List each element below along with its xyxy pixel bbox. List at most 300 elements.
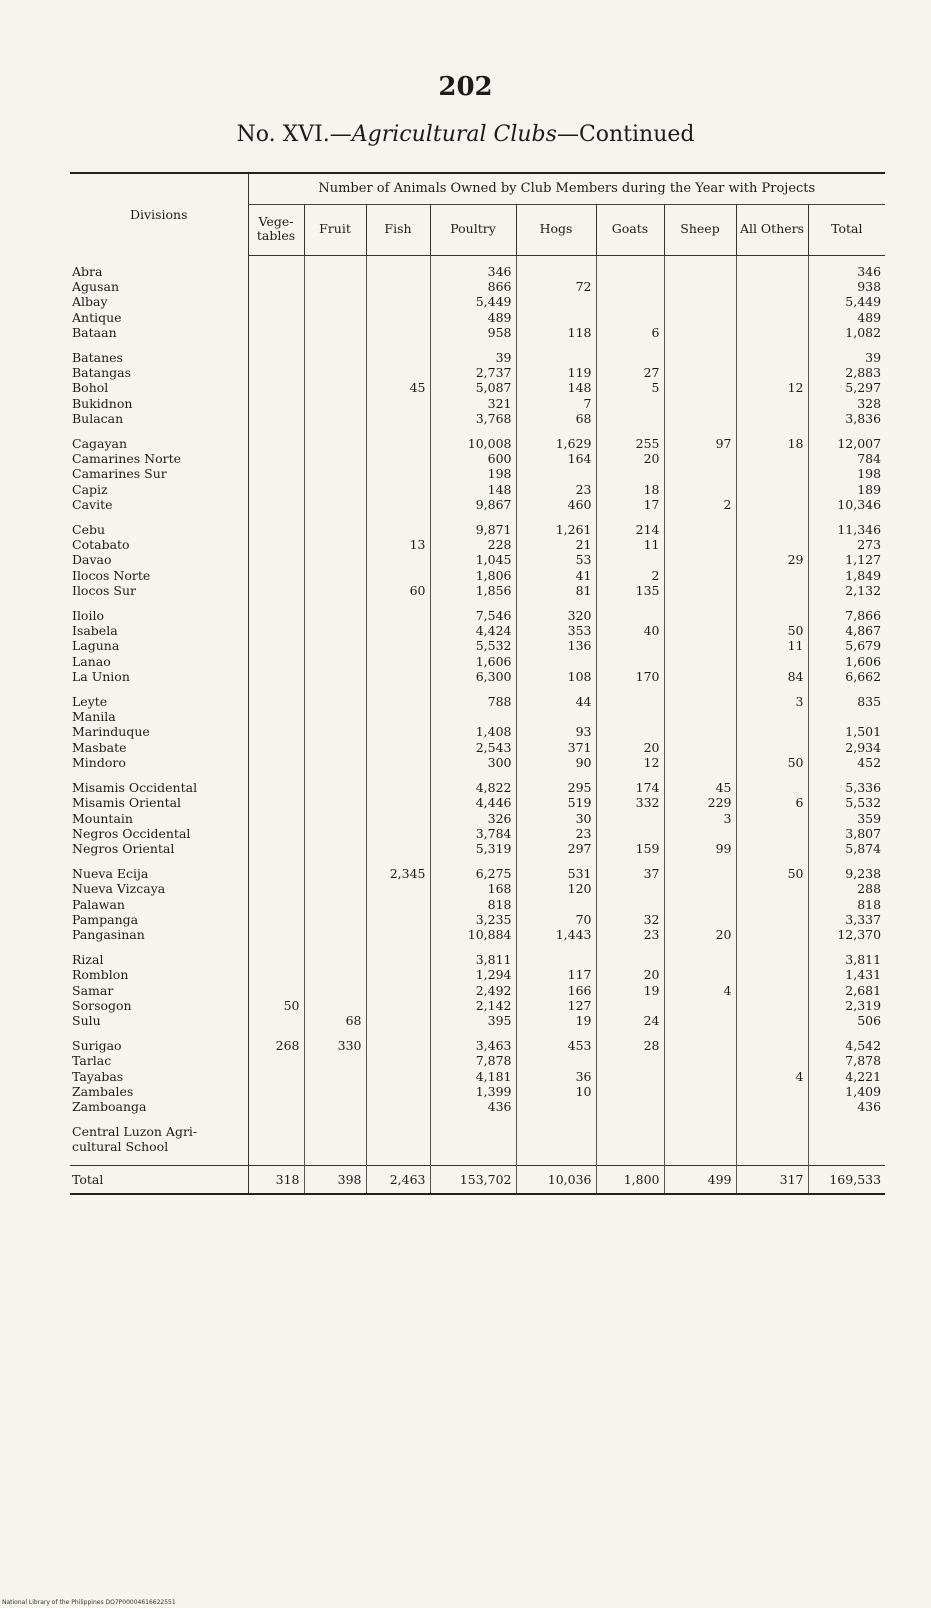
value-cell-col-0 (248, 780, 304, 795)
table-row (70, 897, 885, 912)
value-cell-col-5 (596, 811, 664, 826)
value-cell-col-2 (366, 983, 430, 998)
value-cell-col-4: 53 (516, 552, 596, 567)
divisions-header: Divisions (70, 173, 248, 256)
value-cell-col-8: 2,883 (808, 365, 885, 380)
division-name: Samar (70, 983, 248, 998)
value-cell-col-0 (248, 927, 304, 942)
division-name: Surigao (70, 1038, 248, 1053)
division-name: Rizal (70, 952, 248, 967)
spacer-cell (664, 512, 736, 522)
footer-note: National Library of the Philippines DO7P00004616622551 (2, 1599, 176, 1606)
value-cell-col-2 (366, 1139, 430, 1154)
value-cell-col-2: 2,463 (366, 1165, 430, 1194)
value-cell-col-4 (516, 350, 596, 365)
value-cell-col-2 (366, 365, 430, 380)
value-cell-col-1 (304, 841, 366, 856)
value-cell-col-4: 81 (516, 583, 596, 598)
value-cell-col-1 (304, 952, 366, 967)
value-cell-col-8: 328 (808, 396, 885, 411)
value-cell-col-0 (248, 881, 304, 896)
spacer-cell (304, 512, 366, 522)
value-cell-col-8: 288 (808, 881, 885, 896)
value-cell-col-3: 10,008 (430, 436, 516, 451)
value-cell-col-5: 159 (596, 841, 664, 856)
value-cell-col-7 (736, 497, 808, 512)
value-cell-col-7 (736, 724, 808, 739)
value-cell-col-1 (304, 608, 366, 623)
value-cell-col-5 (596, 638, 664, 653)
table-row (70, 310, 885, 325)
value-cell-col-7 (736, 983, 808, 998)
value-cell-col-0 (248, 638, 304, 653)
spacer-cell (248, 684, 304, 694)
value-cell-col-3: 321 (430, 396, 516, 411)
value-cell-col-6 (664, 1053, 736, 1068)
value-cell-col-5 (596, 279, 664, 294)
spacer-cell (304, 1155, 366, 1166)
value-cell-col-7 (736, 881, 808, 896)
value-cell-col-4: 68 (516, 411, 596, 426)
value-cell-col-0 (248, 522, 304, 537)
value-cell-col-1 (304, 497, 366, 512)
value-cell-col-3: 788 (430, 694, 516, 709)
value-cell-col-8: 9,238 (808, 866, 885, 881)
value-cell-col-6 (664, 568, 736, 583)
division-name: Cebu (70, 522, 248, 537)
value-cell-col-5: 23 (596, 927, 664, 942)
value-cell-col-7 (736, 608, 808, 623)
value-cell-col-3: 6,300 (430, 669, 516, 684)
division-name: Zambales (70, 1084, 248, 1099)
value-cell-col-5 (596, 1099, 664, 1114)
value-cell-col-6: 3 (664, 811, 736, 826)
column-header-3: Poultry (430, 205, 516, 256)
spacer-cell (70, 856, 248, 866)
value-cell-col-4: 21 (516, 537, 596, 552)
value-cell-col-8: 1,501 (808, 724, 885, 739)
value-cell-col-2 (366, 608, 430, 623)
spacer-cell (808, 1114, 885, 1124)
value-cell-col-4: 164 (516, 451, 596, 466)
value-cell-col-1 (304, 755, 366, 770)
value-cell-col-0 (248, 952, 304, 967)
value-cell-col-6 (664, 1084, 736, 1099)
division-name: Camarines Sur (70, 466, 248, 481)
spacer-cell (366, 770, 430, 780)
value-cell-col-4: 108 (516, 669, 596, 684)
value-cell-col-8: 5,449 (808, 294, 885, 309)
value-cell-col-5: 135 (596, 583, 664, 598)
value-cell-col-2 (366, 811, 430, 826)
value-cell-col-4: 136 (516, 638, 596, 653)
value-cell-col-7: 50 (736, 866, 808, 881)
value-cell-col-8 (808, 1139, 885, 1154)
value-cell-col-6 (664, 279, 736, 294)
value-cell-col-6 (664, 709, 736, 724)
spacer-cell (366, 426, 430, 436)
value-cell-col-1 (304, 638, 366, 653)
value-cell-col-8: 489 (808, 310, 885, 325)
column-header-1: Fruit (304, 205, 366, 256)
table-row (70, 952, 885, 967)
value-cell-col-8: 2,934 (808, 740, 885, 755)
value-cell-col-2: 45 (366, 380, 430, 395)
value-cell-col-5: 214 (596, 522, 664, 537)
table-row (70, 811, 885, 826)
value-cell-col-2 (366, 740, 430, 755)
value-cell-col-1 (304, 897, 366, 912)
value-cell-col-7 (736, 310, 808, 325)
table-row (70, 466, 885, 481)
spacer-cell (664, 598, 736, 608)
value-cell-col-2 (366, 826, 430, 841)
division-name: Bulacan (70, 411, 248, 426)
value-cell-col-6 (664, 669, 736, 684)
value-cell-col-5 (596, 608, 664, 623)
table-row (70, 1099, 885, 1114)
value-cell-col-0 (248, 811, 304, 826)
value-cell-col-7 (736, 740, 808, 755)
value-cell-col-5 (596, 310, 664, 325)
division-name: Pangasinan (70, 927, 248, 942)
value-cell-col-2 (366, 780, 430, 795)
row-spacer (70, 684, 885, 694)
column-header-7: All Others (736, 205, 808, 256)
value-cell-col-6: 499 (664, 1165, 736, 1194)
division-name: Cavite (70, 497, 248, 512)
spacer-cell (736, 598, 808, 608)
value-cell-col-1 (304, 694, 366, 709)
value-cell-col-1 (304, 709, 366, 724)
value-cell-col-3: 1,606 (430, 654, 516, 669)
value-cell-col-3: 7,546 (430, 608, 516, 623)
value-cell-col-6 (664, 866, 736, 881)
value-cell-col-3: 10,884 (430, 927, 516, 942)
value-cell-col-7 (736, 325, 808, 340)
spacer-cell (808, 340, 885, 350)
spacer-cell (596, 1155, 664, 1166)
value-cell-col-5 (596, 826, 664, 841)
spacer-cell (736, 1114, 808, 1124)
value-cell-col-3: 300 (430, 755, 516, 770)
value-cell-col-6 (664, 694, 736, 709)
spacer-cell (248, 426, 304, 436)
column-header-4: Hogs (516, 205, 596, 256)
value-cell-col-0 (248, 694, 304, 709)
value-cell-col-6 (664, 897, 736, 912)
value-cell-col-6 (664, 912, 736, 927)
value-cell-col-8: 1,127 (808, 552, 885, 567)
spacer-cell (516, 856, 596, 866)
spacer-cell (248, 512, 304, 522)
value-cell-col-8: 7,878 (808, 1053, 885, 1068)
value-cell-col-3: 346 (430, 264, 516, 279)
value-cell-col-3: 4,446 (430, 795, 516, 810)
table-row (70, 841, 885, 856)
spacer-cell (366, 1028, 430, 1038)
value-cell-col-8: 359 (808, 811, 885, 826)
value-cell-col-3: 4,181 (430, 1069, 516, 1084)
spacer-cell (736, 856, 808, 866)
value-cell-col-2 (366, 310, 430, 325)
value-cell-col-3: 3,784 (430, 826, 516, 841)
spacer-cell (664, 684, 736, 694)
row-spacer (70, 340, 885, 350)
value-cell-col-3 (430, 1139, 516, 1154)
spacer-cell (430, 942, 516, 952)
value-cell-col-8: 3,337 (808, 912, 885, 927)
spacer-cell (366, 512, 430, 522)
value-cell-col-5 (596, 881, 664, 896)
table-title (0, 122, 931, 147)
spacer-cell (248, 340, 304, 350)
value-cell-col-1 (304, 998, 366, 1013)
row-spacer (70, 426, 885, 436)
value-cell-col-3: 1,806 (430, 568, 516, 583)
value-cell-col-6 (664, 1038, 736, 1053)
value-cell-col-3: 6,275 (430, 866, 516, 881)
value-cell-col-7: 12 (736, 380, 808, 395)
value-cell-col-0 (248, 724, 304, 739)
value-cell-col-1 (304, 826, 366, 841)
value-cell-col-8: 12,007 (808, 436, 885, 451)
division-name: Ilocos Norte (70, 568, 248, 583)
spacer-cell (516, 512, 596, 522)
value-cell-col-5: 11 (596, 537, 664, 552)
spacer-cell (70, 512, 248, 522)
row-spacer (70, 770, 885, 780)
value-cell-col-5 (596, 466, 664, 481)
spacer-cell (430, 512, 516, 522)
value-cell-col-0 (248, 866, 304, 881)
value-cell-col-8: 452 (808, 755, 885, 770)
value-cell-col-4 (516, 897, 596, 912)
value-cell-col-2 (366, 1099, 430, 1114)
spacer-cell (304, 770, 366, 780)
value-cell-col-0 (248, 1099, 304, 1114)
value-cell-col-7 (736, 279, 808, 294)
value-cell-col-0 (248, 841, 304, 856)
value-cell-col-6 (664, 365, 736, 380)
spacer-cell (736, 770, 808, 780)
spacer-cell (430, 1114, 516, 1124)
value-cell-col-1 (304, 1053, 366, 1068)
value-cell-col-7 (736, 1139, 808, 1154)
value-cell-col-5 (596, 1124, 664, 1139)
spacer-cell (304, 942, 366, 952)
value-cell-col-4 (516, 952, 596, 967)
value-cell-col-1: 68 (304, 1013, 366, 1028)
division-name: cultural School (70, 1139, 248, 1154)
value-cell-col-4: 23 (516, 826, 596, 841)
value-cell-col-1 (304, 983, 366, 998)
value-cell-col-2 (366, 952, 430, 967)
value-cell-col-2: 60 (366, 583, 430, 598)
value-cell-col-1 (304, 365, 366, 380)
value-cell-col-1 (304, 1069, 366, 1084)
value-cell-col-5: 28 (596, 1038, 664, 1053)
value-cell-col-6 (664, 583, 736, 598)
spacer-cell (664, 856, 736, 866)
value-cell-col-3: 153,702 (430, 1165, 516, 1194)
value-cell-col-3: 2,492 (430, 983, 516, 998)
value-cell-col-1: 330 (304, 1038, 366, 1053)
value-cell-col-6 (664, 522, 736, 537)
value-cell-col-7 (736, 841, 808, 856)
value-cell-col-6 (664, 350, 736, 365)
value-cell-col-0 (248, 279, 304, 294)
value-cell-col-1 (304, 1124, 366, 1139)
value-cell-col-0 (248, 411, 304, 426)
spacer-cell (516, 256, 596, 265)
value-cell-col-8 (808, 1124, 885, 1139)
table-row (70, 279, 885, 294)
value-cell-col-1 (304, 1084, 366, 1099)
value-cell-col-8: 6,662 (808, 669, 885, 684)
value-cell-col-6 (664, 380, 736, 395)
value-cell-col-4: 19 (516, 1013, 596, 1028)
division-name: Cagayan (70, 436, 248, 451)
value-cell-col-4: 10 (516, 1084, 596, 1099)
value-cell-col-2 (366, 396, 430, 411)
value-cell-col-0 (248, 897, 304, 912)
value-cell-col-2 (366, 294, 430, 309)
value-cell-col-6: 97 (664, 436, 736, 451)
value-cell-col-2 (366, 881, 430, 896)
division-name: Lanao (70, 654, 248, 669)
value-cell-col-1: 398 (304, 1165, 366, 1194)
value-cell-col-6 (664, 826, 736, 841)
value-cell-col-3: 2,142 (430, 998, 516, 1013)
value-cell-col-4: 453 (516, 1038, 596, 1053)
value-cell-col-3: 2,543 (430, 740, 516, 755)
value-cell-col-0 (248, 310, 304, 325)
spacer-cell (304, 1028, 366, 1038)
value-cell-col-4: 36 (516, 1069, 596, 1084)
table-row (70, 325, 885, 340)
spacer-cell (808, 856, 885, 866)
value-cell-col-8: 3,836 (808, 411, 885, 426)
value-cell-col-2 (366, 724, 430, 739)
value-cell-col-6 (664, 638, 736, 653)
spacer-cell (366, 942, 430, 952)
value-cell-col-8: 198 (808, 466, 885, 481)
table-row (70, 1053, 885, 1068)
value-cell-col-5 (596, 998, 664, 1013)
value-cell-col-2 (366, 795, 430, 810)
division-name: Laguna (70, 638, 248, 653)
title-prefix: No. XVI.— (236, 122, 352, 147)
value-cell-col-1 (304, 325, 366, 340)
division-name: Abra (70, 264, 248, 279)
value-cell-col-5: 20 (596, 451, 664, 466)
value-cell-col-6 (664, 310, 736, 325)
value-cell-col-0 (248, 350, 304, 365)
value-cell-col-4: 119 (516, 365, 596, 380)
spacer-cell (596, 942, 664, 952)
agricultural-clubs-table (70, 172, 885, 1195)
table-row (70, 568, 885, 583)
value-cell-col-2 (366, 755, 430, 770)
value-cell-col-2 (366, 897, 430, 912)
division-name: Albay (70, 294, 248, 309)
spacer-cell (366, 598, 430, 608)
value-cell-col-0 (248, 669, 304, 684)
spacer-cell (366, 684, 430, 694)
table-row (70, 436, 885, 451)
spacer-cell (430, 856, 516, 866)
spacer-cell (70, 1114, 248, 1124)
value-cell-col-5 (596, 694, 664, 709)
value-cell-col-5: 6 (596, 325, 664, 340)
value-cell-col-1 (304, 310, 366, 325)
value-cell-col-6 (664, 755, 736, 770)
value-cell-col-1 (304, 436, 366, 451)
value-cell-col-0 (248, 795, 304, 810)
spacer-cell (664, 770, 736, 780)
table-row (70, 881, 885, 896)
value-cell-col-6 (664, 952, 736, 967)
value-cell-col-7 (736, 482, 808, 497)
spacer-cell (366, 256, 430, 265)
value-cell-col-7 (736, 264, 808, 279)
value-cell-col-6: 45 (664, 780, 736, 795)
value-cell-col-6: 2 (664, 497, 736, 512)
value-cell-col-3: 4,822 (430, 780, 516, 795)
value-cell-col-4: 148 (516, 380, 596, 395)
value-cell-col-2 (366, 482, 430, 497)
row-spacer (70, 1028, 885, 1038)
value-cell-col-1 (304, 522, 366, 537)
value-cell-col-5: 332 (596, 795, 664, 810)
value-cell-col-4 (516, 1139, 596, 1154)
value-cell-col-1 (304, 967, 366, 982)
division-name: Tayabas (70, 1069, 248, 1084)
value-cell-col-2: 2,345 (366, 866, 430, 881)
spacer-cell (808, 1028, 885, 1038)
value-cell-col-2 (366, 411, 430, 426)
value-cell-col-3: 9,867 (430, 497, 516, 512)
value-cell-col-2 (366, 350, 430, 365)
division-name: Tarlac (70, 1053, 248, 1068)
value-cell-col-0 (248, 967, 304, 982)
division-name: Romblon (70, 967, 248, 982)
spacer-cell (304, 256, 366, 265)
value-cell-col-4: 120 (516, 881, 596, 896)
value-cell-col-6 (664, 466, 736, 481)
value-cell-col-8: 5,532 (808, 795, 885, 810)
table-row (70, 396, 885, 411)
value-cell-col-7: 84 (736, 669, 808, 684)
division-name: Total (70, 1165, 248, 1194)
value-cell-col-2 (366, 694, 430, 709)
table-row (70, 294, 885, 309)
spacer-cell (516, 598, 596, 608)
value-cell-col-5 (596, 952, 664, 967)
value-cell-col-6 (664, 654, 736, 669)
table-row (70, 583, 885, 598)
value-cell-col-7 (736, 709, 808, 724)
value-cell-col-5: 27 (596, 365, 664, 380)
value-cell-col-0 (248, 396, 304, 411)
value-cell-col-1 (304, 451, 366, 466)
value-cell-col-1 (304, 740, 366, 755)
spacer-cell (248, 256, 304, 265)
value-cell-col-1 (304, 279, 366, 294)
table-row (70, 983, 885, 998)
spacer-cell (596, 340, 664, 350)
